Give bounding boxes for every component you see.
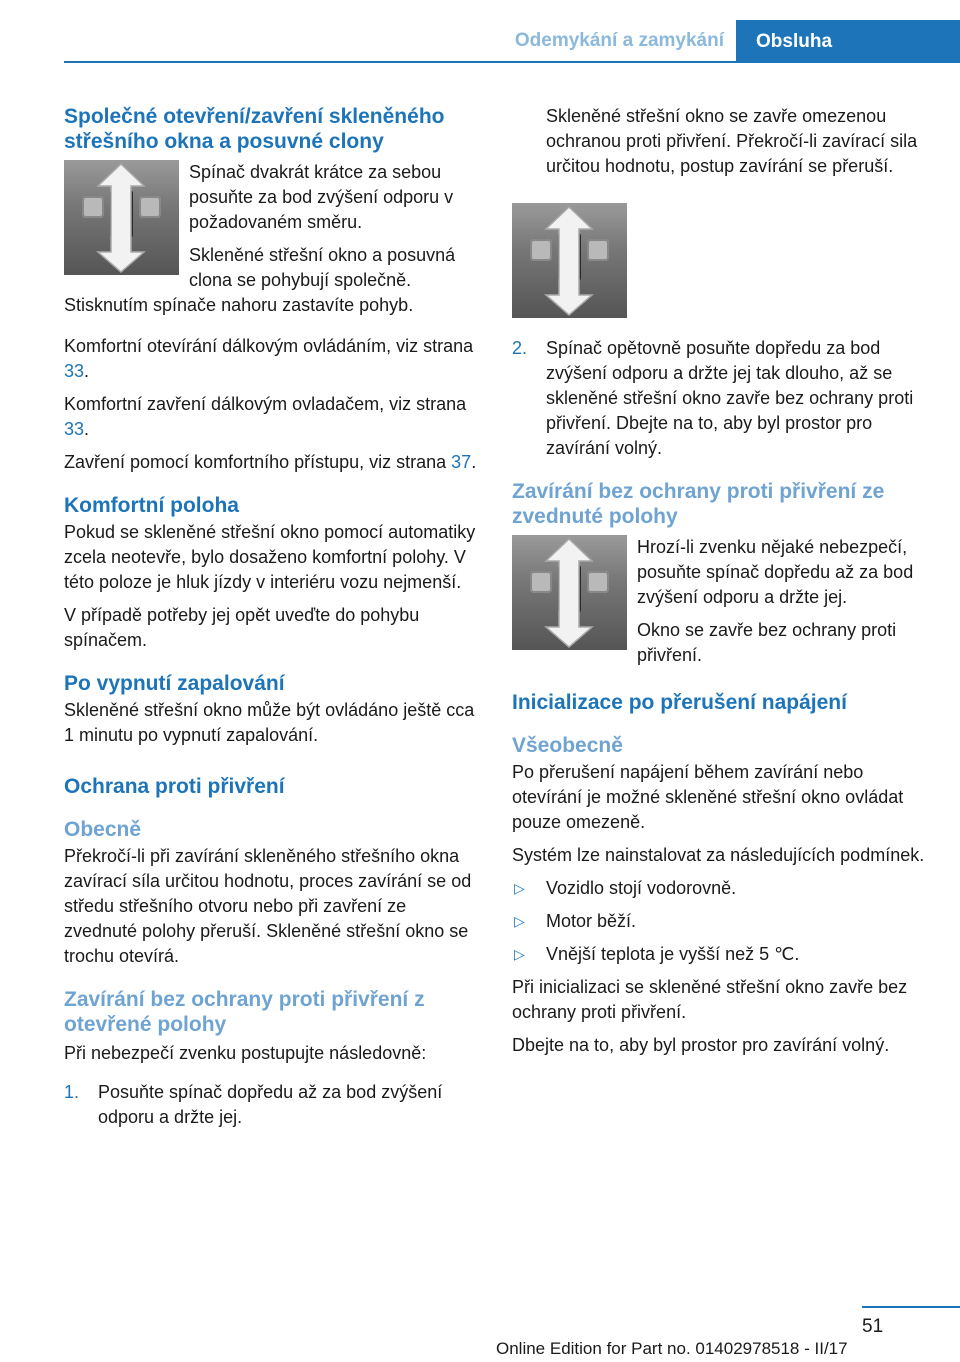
paragraph-danger: Při nebezpečí zvenku postupujte následovně: [64, 1043, 427, 1063]
heading-joint-open-close: Společné otevření/zavření skleněného střešního okna a posuvné clony [64, 105, 445, 153]
header-section-title: Odemykání a zamykání [514, 30, 724, 51]
heading-initialization: Inicializace po přerušení napájení [512, 691, 847, 714]
left-column [64, 104, 482, 1138]
page-link[interactable]: 37 [451, 452, 472, 472]
footer-rule [862, 1306, 960, 1308]
paragraph-remote-open: Komfortní otevírání dálkovým ovládáním, viz strana 33. [64, 336, 474, 381]
paragraph-joint-1: Spínač dvakrát krátce za sebou posuňte za bod zvýšení odporu v požadovaném směru. [189, 162, 454, 232]
paragraph-general: Překročí-li při zavírání skleněného střešního okna zavírací síla určitou hodnotu, proces zavírání se od středu střešního otvoru nebo při zavření ze zvednuté polohy přeruší. Skleněné střešní okno se trochu otevírá. [64, 846, 472, 966]
heading-close-from-raised: Zavírání bez ochrany proti přivření ze zvednuté polohy [512, 480, 885, 528]
up-down-arrow-icon [512, 535, 627, 650]
paragraph-comfort-1: Pokud se skleněné střešní okno pomocí automatiky zcela neotevře, bylo dosaženo komfortní polohy. V této poloze je hluk jízdy v interiéru vozu nejmenší. [64, 522, 476, 592]
heading-close-from-open: Zavírání bez ochrany proti přivření z otevřené polohy [64, 988, 425, 1036]
step-number: 1. [64, 1082, 80, 1102]
heading-pinch-protection: Ochrana proti přivření [64, 775, 285, 798]
list-item-bullet: ▷ Vnější teplota je vyšší než 5 ℃. [512, 942, 930, 967]
roof-switch-figure [512, 535, 627, 650]
paragraph-init-4: Dbejte na to, aby byl prostor pro zavírání volný. [512, 1035, 890, 1055]
heading-comfort-position: Komfortní poloha [64, 494, 239, 517]
paragraph-after-ignition: Skleněné střešní okno může být ovládáno ještě cca 1 minutu po vypnutí zapalování. [64, 700, 475, 745]
list-item-step-1-continued [512, 104, 930, 179]
step-text: Spínač opětovně posuňte dopředu za bod zvýšení odporu a držte jej tak dlouho, až se skleněné střešní okno zavře bez ochrany proti přivření. Dbejte na to, aby byl prostor pro zavírání volný. [546, 338, 914, 458]
page-link[interactable]: 33 [64, 361, 85, 381]
paragraph-init-2: Systém lze nainstalovat za následujících podmínek. [512, 845, 925, 865]
step-number: 2. [512, 338, 528, 358]
paragraph-limited-protection: Skleněné střešní okno se zavře omezenou ochranou proti přivření. Překročí-li zavírací sila určitou hodnotu, postup zavírání se přeruší. [546, 106, 918, 176]
page-number: 51 [862, 1316, 884, 1337]
paragraph-joint-2: Skleněné střešní okno a posuvná clona se pohybují společně. Stisknutím spínače nahoru zastavíte pohyb. [64, 245, 456, 315]
paragraph-remote-close: Komfortní zavření dálkovým ovladačem, viz strana 33. [64, 394, 467, 439]
list-item-step-1 [64, 1080, 482, 1130]
paragraph-comfort-2: V případě potřeby jej opět uveďte do pohybu spínačem. [64, 605, 420, 650]
paragraph-raised-2: Okno se zavře bez ochrany proti přivření. [637, 620, 897, 665]
heading-general: Obecně [64, 818, 142, 841]
header-rule [64, 61, 960, 63]
paragraph-comfort-access: Zavření pomocí komfortního přístupu, viz strana 37. [64, 452, 477, 472]
footer-edition: Online Edition for Part no. 01402978518 - II/17 [496, 1339, 848, 1358]
heading-after-ignition: Po vypnutí zapalování [64, 672, 285, 695]
right-column [512, 104, 930, 1066]
header-tab: Obsluha [736, 20, 960, 63]
triangle-bullet-icon: ▷ [514, 946, 525, 962]
heading-general-right: Všeobecně [512, 734, 623, 757]
up-down-arrow-icon [64, 160, 179, 275]
list-item-bullet: ▷ Motor běží. [512, 909, 930, 934]
paragraph-raised-1: Hrozí-li zvenku nějaké nebezpečí, posuňte spínač dopředu až za bod zvýšení odporu a držte jej. [637, 537, 914, 607]
triangle-bullet-icon: ▷ [514, 913, 525, 929]
up-down-arrow-icon [512, 203, 627, 318]
paragraph-init-1: Po přerušení napájení během zavírání nebo otevírání je možné skleněné střešní okno ovládat pouze omezeně. [512, 762, 904, 832]
roof-switch-figure [512, 203, 627, 318]
step-text: Posuňte spínač dopředu až za bod zvýšení odporu a držte jej. [98, 1082, 443, 1127]
triangle-bullet-icon: ▷ [514, 880, 525, 896]
list-item-step-2 [512, 336, 930, 461]
paragraph-init-3: Při inicializaci se skleněné střešní okno zavře bez ochrany proti přivření. [512, 977, 908, 1022]
page-link[interactable]: 33 [64, 419, 85, 439]
roof-switch-figure [64, 160, 179, 275]
list-item-bullet: ▷ Vozidlo stojí vodorovně. [512, 876, 930, 901]
